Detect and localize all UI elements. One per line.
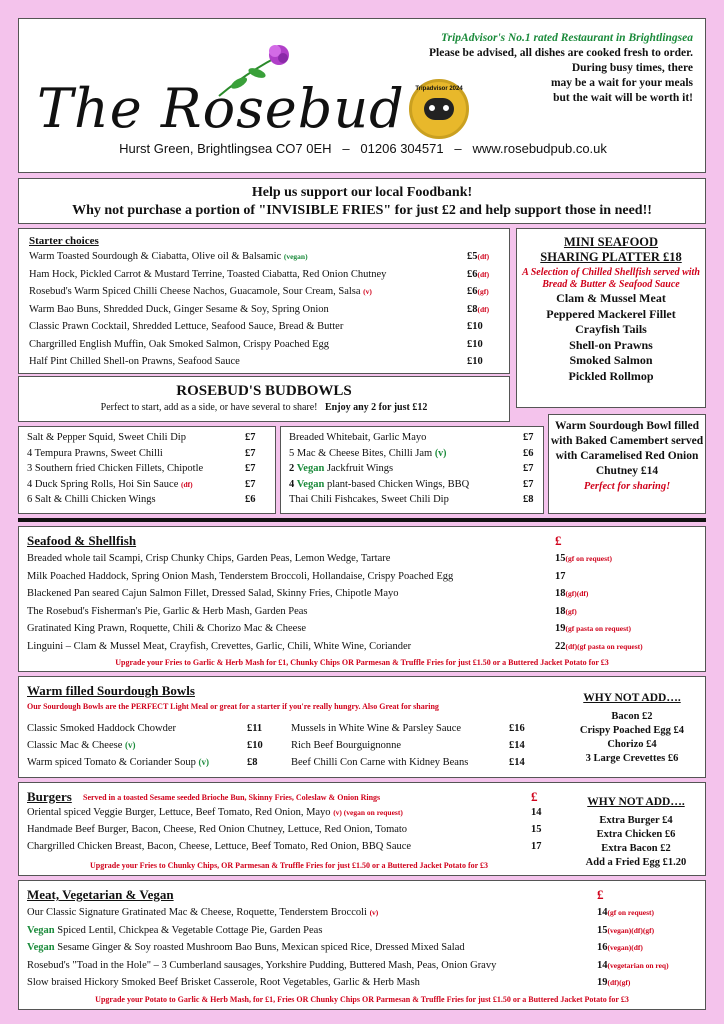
meat-price <box>597 942 643 953</box>
meat-title: Meat, Vegetarian & Vegan <box>27 887 174 902</box>
addon-item: 3 Large Crevettes £6 <box>585 753 679 764</box>
starter-price <box>467 339 483 350</box>
camembert-text: Warm Sourdough Bowl filled with Baked Camembert served with Caramelised Red Onion Chutney £14 <box>550 420 704 477</box>
meat-item <box>27 925 322 936</box>
budbowl-price: £7 <box>523 478 534 490</box>
budbowl-price: £7 <box>245 463 256 474</box>
seafood-item: Milk Poached Haddock, Spring Onion Mash, Tenderstem Broccoli, Hollandaise, Crispy Poached Egg <box>27 570 454 582</box>
budbowl-price: £6 <box>523 447 534 459</box>
platter-title-price: SHARING PLATTER £18 <box>540 250 682 264</box>
budbowls-left <box>18 426 276 514</box>
meat-item <box>27 960 496 971</box>
burgers-sub: Served in a toasted Sesame seeded Brioche Bun, Skinny Fries, Coleslaw & Onion Rings <box>83 793 381 802</box>
price: £6 <box>467 268 478 280</box>
budbowl-item <box>289 448 447 459</box>
vegan-label: Vegan <box>27 924 55 936</box>
addon-title: WHY NOT ADD…. <box>587 796 685 808</box>
budbowl-item <box>27 479 193 490</box>
seafood-item: Breaded whole tail Scampi, Crisp Chunky Chips, Garden Peas, Lemon Wedge, Tartare <box>27 553 391 564</box>
seafood-section <box>18 526 706 672</box>
sourdough-addons <box>559 691 705 766</box>
price: 22 <box>555 640 566 652</box>
item-name: Warm Toasted Sourdough & Ciabatta, Olive oil & Balsamic <box>29 251 282 262</box>
logo: The Rosebud <box>37 77 405 140</box>
diet-tag: (v) <box>434 447 447 459</box>
meat-price <box>597 925 654 936</box>
vegan-label: Vegan <box>27 942 55 953</box>
seafood-platter <box>516 228 706 408</box>
burger-item <box>27 807 403 818</box>
seafood-title: Seafood & Shellfish <box>27 533 137 548</box>
price: 19 <box>597 977 608 988</box>
price: £8 <box>467 303 478 315</box>
platter-item: Clam & Mussel Meat <box>556 291 666 305</box>
budbowl-price: £6 <box>245 494 256 505</box>
divider <box>18 518 706 522</box>
meat-item <box>27 942 465 953</box>
starter-item <box>29 339 329 350</box>
budbowl-item <box>27 432 186 443</box>
diet-tag: (df) <box>181 479 193 489</box>
burgers-note: Upgrade your Fries to Chunky Chips, OR Parmesan & Truffle Fries for just £1.50 or a Buttered Jacket Potato for £3 <box>89 861 489 870</box>
item-name: Oriental spiced Veggie Burger, Lettuce, Beef Tomato, Red Onion, Mayo <box>27 807 331 818</box>
burger-item <box>27 841 411 852</box>
addon-item: Crispy Poached Egg £4 <box>579 725 685 736</box>
diet-tag: (gf)(df) <box>565 589 589 598</box>
price: 15 <box>555 553 566 564</box>
meat-price <box>597 907 654 918</box>
currency: £ <box>555 533 562 548</box>
price: £10 <box>467 321 483 332</box>
budbowl-price: £7 <box>523 432 534 443</box>
item-name: plant-based Chicken Wings, BBQ <box>324 478 470 490</box>
item-name: 3 Southern fried Chicken Fillets, Chipotle <box>27 463 204 474</box>
meat-price <box>597 977 630 988</box>
item-name: Rosebud's Warm Spiced Chilli Cheese Nachos, Guacamole, Sour Cream, Salsa <box>29 286 361 297</box>
camembert-note: Perfect for sharing! <box>583 481 671 492</box>
diet-tag: (vegan)(df)(gf) <box>607 925 655 935</box>
seafood-price <box>555 623 631 634</box>
starter-item <box>29 251 308 262</box>
seafood-price <box>555 553 612 564</box>
budbowl-item <box>27 494 156 505</box>
sourdough-sub: Our Sourdough Bowls are the PERFECT Light Meal or great for a starter if you're really hungry. Also Great for sharing <box>27 702 439 711</box>
item-name: 4 Tempura Prawns, Sweet Chilli <box>27 447 163 459</box>
budbowls-header <box>18 376 510 422</box>
vegan-label: Vegan <box>296 478 325 490</box>
diet-tag: (gf) <box>565 606 577 616</box>
diet-tag: (vegan) <box>283 252 308 261</box>
diet-tag: (v) (vegan on request) <box>333 808 403 817</box>
notice-line: During busy times, there <box>571 62 693 74</box>
price: £10 <box>467 338 483 350</box>
budbowl-price: £7 <box>245 478 256 490</box>
notice-line: Please be advised, all dishes are cooked fresh to order. <box>429 47 693 59</box>
price: 16 <box>597 942 608 953</box>
item-name: Chargrilled Chicken Breast, Bacon, Cheese, Lettuce, Beef Tomato, Red Onion, BBQ Sauce <box>27 841 412 852</box>
item-name: Classic Prawn Cocktail, Shredded Lettuce, Seafood Sauce, Bread & Butter <box>29 321 344 332</box>
item-name: Our Classic Signature Gratinated Mac & Cheese, Roquette, Tenderstem Broccoli <box>27 907 367 918</box>
budbowl-item <box>289 479 469 490</box>
item-name: Half Pint Chilled Shell-on Prawns, Seafood Sauce <box>29 356 240 367</box>
sourdough-price: £8 <box>247 757 258 768</box>
price: 18 <box>555 605 566 617</box>
seafood-price <box>555 571 566 582</box>
sourdough-section <box>18 676 706 778</box>
platter-item: Smoked Salmon <box>569 353 653 367</box>
item-name: Thai Chili Fishcakes, Sweet Chili Dip <box>289 494 449 505</box>
burger-price: 17 <box>531 841 542 852</box>
burger-addons <box>567 795 705 870</box>
starter-price <box>467 356 483 367</box>
diet-tag: (v) <box>369 908 379 917</box>
price: 19 <box>555 623 566 634</box>
item-name: 5 Mac & Cheese Bites, Chilli Jam <box>289 447 433 459</box>
foodbank-banner <box>18 178 706 224</box>
header <box>18 18 706 173</box>
item-name: Spiced Lentil, Chickpea & Vegetable Cottage Pie, Garden Peas <box>54 924 323 936</box>
seafood-item: Blackened Pan seared Cajun Salmon Fillet, Dressed Salad, Skinny Fries, Chipotle Mayo <box>27 588 399 599</box>
burger-item <box>27 824 407 835</box>
sourdough-item <box>27 740 135 751</box>
starters-section <box>18 228 510 374</box>
platter-item: Shell-on Prawns <box>569 337 653 352</box>
item-name: 6 Salt & Chilli Chicken Wings <box>27 494 156 505</box>
item-name: Warm spiced Tomato & Coriander Soup <box>27 757 196 768</box>
sourdough-price: £14 <box>509 740 525 751</box>
budbowl-item <box>289 432 426 443</box>
seafood-price <box>555 588 588 599</box>
addon-item: Extra Chicken £6 <box>596 829 676 840</box>
starters-title: Starter choices <box>29 235 99 247</box>
budbowl-item <box>27 448 163 459</box>
diet-tag: (df)(gf) <box>607 978 631 987</box>
budbowls-right <box>280 426 544 514</box>
price: 18 <box>555 588 566 599</box>
burgers-title: Burgers <box>27 789 72 804</box>
notice-block <box>373 31 693 106</box>
price: £6 <box>467 286 478 297</box>
price: 14 <box>597 907 608 918</box>
notice-line: may be a wait for your meals <box>550 77 693 89</box>
diet-tag: (df) <box>477 252 490 261</box>
sourdough-price: £16 <box>509 723 525 734</box>
badge-text: Tripadvisor 2024 <box>415 86 463 92</box>
diet-tag: (gf pasta on request) <box>565 624 631 633</box>
seafood-item: Linguini – Clam & Mussel Meat, Crayfish, Crevettes, Garlic, Chili, White Wine, Coriander <box>27 640 412 652</box>
platter-item: Pickled Rollmop <box>568 368 654 383</box>
sourdough-item <box>27 757 209 768</box>
diet-tag: (vegetarian on req) <box>607 960 669 970</box>
starter-item <box>29 356 240 367</box>
platter-desc: A Selection of Chilled Shellfish served with Bread & Butter & Seafood Sauce <box>522 267 700 290</box>
sourdough-item: Rich Beef Bourguignonne <box>291 740 402 751</box>
seafood-item: The Rosebud's Fisherman's Pie, Garlic & Herb Mash, Garden Peas <box>27 605 308 617</box>
item-name: Classic Smoked Haddock Chowder <box>27 723 177 734</box>
addon-item: Bacon £2 <box>611 711 653 722</box>
budbowl-price: £7 <box>245 432 256 443</box>
platter-title: MINI SEAFOOD <box>563 235 659 249</box>
qty: 2 <box>289 463 297 474</box>
item-name: Ham Hock, Pickled Carrot & Mustard Terrine, Toasted Ciabatta, Red Onion Chutney <box>29 268 387 280</box>
addon-title: WHY NOT ADD…. <box>583 692 681 704</box>
sourdough-item <box>27 723 176 734</box>
item-name: Slow braised Hickory Smoked Beef Brisket Casserole, Root Vegetables, Garlic & Herb Mash <box>27 977 420 988</box>
budbowl-item <box>289 463 393 474</box>
platter-item: Peppered Mackerel Fillet <box>546 306 676 321</box>
seafood-price <box>555 641 643 652</box>
address: Hurst Green, Brightlingsea CO7 0EH – 01206 304571 – www.rosebudpub.co.uk <box>119 141 607 156</box>
burger-price: 15 <box>531 824 542 835</box>
item-name: Chargrilled English Muffin, Oak Smoked Salmon, Crispy Poached Egg <box>29 338 330 350</box>
diet-tag: (gf on request) <box>565 554 613 563</box>
diet-tag: (df) <box>477 304 490 314</box>
seafood-price <box>555 606 577 617</box>
diet-tag: (gf) <box>477 287 489 296</box>
budbowl-item <box>289 494 449 505</box>
starter-item <box>29 269 386 280</box>
diet-tag: (df) <box>477 269 490 279</box>
meat-price <box>597 960 669 971</box>
starter-price <box>467 321 483 332</box>
currency: £ <box>531 789 538 804</box>
platter-item: Crayfish Tails <box>575 322 647 336</box>
sourdough-price: £10 <box>247 740 263 751</box>
budbowls-offer: Enjoy any 2 for just £12 <box>325 402 428 413</box>
meat-note: Upgrade your Potato to Garlic & Herb Mash, for £1, Fries OR Chunky Chips OR Parmesan & Truffle Fries for just £1.50 or a Buttered Jacket Potato for £3 <box>95 995 629 1004</box>
budbowl-item <box>27 463 203 474</box>
price: £5 <box>467 251 478 262</box>
starter-item <box>29 286 372 297</box>
diet-tag: (gf on request) <box>607 908 655 917</box>
item-name: Rosebud's "Toad in the Hole" – 3 Cumberland sausages, Yorkshire Pudding, Buttered Mash, Peas, Onion Gravy <box>27 959 497 971</box>
starter-item <box>29 321 343 332</box>
addon-item: Add a Fried Egg £1.20 <box>585 857 687 868</box>
price: 17 <box>555 570 566 582</box>
sourdough-title: Warm filled Sourdough Bowls <box>27 683 195 698</box>
price: £10 <box>467 356 483 367</box>
diet-tag: (v) <box>363 287 372 296</box>
tagline: TripAdvisor's No.1 rated Restaurant in Brightlingsea <box>441 32 693 44</box>
qty: 4 <box>289 478 297 490</box>
foodbank-line1: Help us support our local Foodbank! <box>251 185 473 200</box>
item-name: Breaded Whitebait, Garlic Mayo <box>289 432 427 443</box>
item-name: Handmade Beef Burger, Bacon, Cheese, Red Onion Chutney, Lettuce, Red Onion, Tomato <box>27 824 408 835</box>
sourdough-item: Beef Chilli Con Carne with Kidney Beans <box>291 757 469 768</box>
meat-item <box>27 977 420 988</box>
budbowls-title: ROSEBUD'S BUDBOWLS <box>176 383 352 399</box>
item-name: Salt & Pepper Squid, Sweet Chili Dip <box>27 432 186 443</box>
meat-section <box>18 880 706 1010</box>
meat-item <box>27 907 378 918</box>
starter-price <box>467 269 489 280</box>
addon-item: Chorizo £4 <box>607 739 657 750</box>
seafood-note: Upgrade your Fries to Garlic & Herb Mash for £1, Chunky Chips OR Parmesan & Truffle Fries for just £1.50 or a Buttered Jacket Potato for £3 <box>115 658 609 667</box>
budbowl-price: £8 <box>523 494 534 505</box>
currency: £ <box>597 887 604 902</box>
burger-price: 14 <box>531 807 542 818</box>
budbowl-price: £7 <box>523 463 534 474</box>
item-name: Warm Bao Buns, Shredded Duck, Ginger Sesame & Soy, Spring Onion <box>29 303 329 315</box>
addon-item: Extra Burger £4 <box>599 815 673 826</box>
seafood-item: Gratinated King Prawn, Roquette, Chili & Chorizo Mac & Cheese <box>27 623 307 634</box>
item-name: 4 Duck Spring Rolls, Hoi Sin Sauce <box>27 478 179 490</box>
diet-tag: (vegan)(df) <box>607 943 643 952</box>
burgers-section <box>18 782 706 876</box>
addon-item: Extra Bacon £2 <box>601 843 671 854</box>
item-name: Sesame Ginger & Soy roasted Mushroom Bao Buns, Mexican spiced Rice, Dressed Mixed Salad <box>54 942 465 953</box>
vegan-label: Vegan <box>296 463 325 474</box>
diet-tag: (v) <box>124 740 136 750</box>
budbowls-sub: Perfect to start, add as a side, or have several to share! Enjoy any 2 for just £12 <box>100 402 428 413</box>
sourdough-price: £11 <box>247 723 263 734</box>
sourdough-price: £14 <box>509 757 525 768</box>
starter-price <box>467 251 489 262</box>
price: 15 <box>597 924 608 936</box>
starter-item <box>29 304 329 315</box>
camembert-box <box>548 414 706 514</box>
item-name: Classic Mac & Cheese <box>27 740 123 751</box>
diet-tag: (df)(gf pasta on request) <box>565 641 643 651</box>
price: 14 <box>597 959 608 971</box>
starter-price <box>467 304 489 315</box>
notice-line: but the wait will be worth it! <box>553 92 693 104</box>
foodbank-line2: Why not purchase a portion of "INVISIBLE FRIES" for just £2 and help support those in need!! <box>72 203 652 218</box>
diet-tag: (v) <box>198 757 209 767</box>
item-name: Jackfruit Wings <box>324 463 394 474</box>
budbowl-price: £7 <box>245 447 256 459</box>
starter-price <box>467 286 489 297</box>
sourdough-item: Mussels in White Wine & Parsley Sauce <box>291 723 462 734</box>
